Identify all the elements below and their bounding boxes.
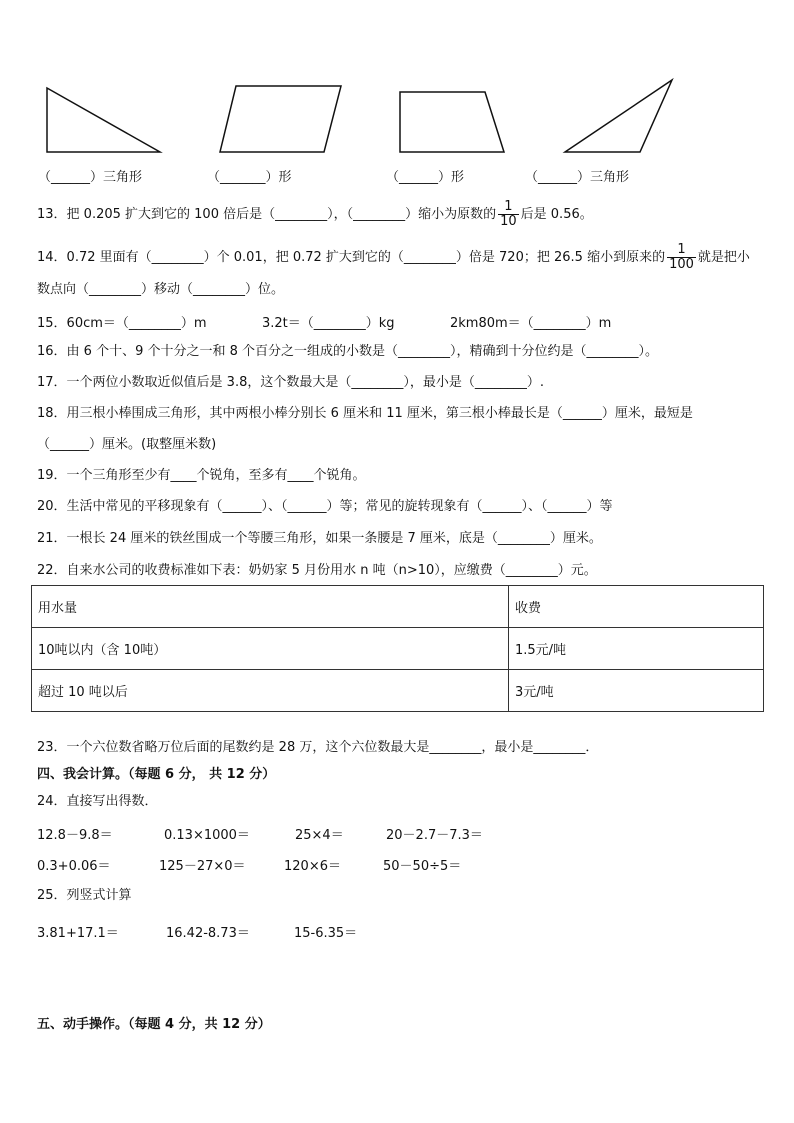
table-cell: 超过 10 吨以后 — [32, 670, 509, 712]
calc-item: 25×4＝ — [295, 828, 344, 843]
calc-item: 120×6＝ — [284, 859, 341, 874]
vertical-calc-item: 15-6.35＝ — [294, 926, 358, 941]
vertical-calc-item: 16.42-8.73＝ — [166, 926, 250, 941]
question-14-line2: 数点向（________）移动（________）位。 — [37, 282, 285, 297]
calc-item: 12.8－9.8＝ — [37, 828, 113, 843]
question-22: 22．自来水公司的收费标准如下表：奶奶家 5 月份用水 n 吨（n>10），应缴费（________）元。 — [37, 563, 597, 578]
right-triangle-shape — [47, 88, 160, 152]
shape-label-3: （______）形 — [386, 170, 465, 185]
question-14 — [37, 243, 750, 272]
table-cell: 1.5元/吨 — [509, 628, 764, 670]
question-17: 17．一个两位小数取近似值后是 3.8，这个数最大是（________），最小是（________）. — [37, 375, 544, 390]
shape-label-4: （______）三角形 — [525, 170, 630, 185]
fraction-one-hundredth: $\frac{1}{100}$ — [669, 242, 694, 272]
parallelogram-shape — [220, 86, 341, 152]
table-header-cell: 用水量 — [32, 586, 509, 628]
table-cell: 3元/吨 — [509, 670, 764, 712]
question-20: 20．生活中常见的平移现象有（______）、（______）等；常见的旋转现象有（______）、（______）等 — [37, 499, 613, 514]
geometry-shapes — [0, 70, 794, 160]
question-19: 19．一个三角形至少有____个锐角，至多有____个锐角。 — [37, 468, 366, 483]
q14-text-after: 就是把小 — [697, 250, 750, 265]
fraction-one-tenth: $\frac{1}{10}$ — [500, 199, 517, 229]
question-23: 23．一个六位数省略万位后面的尾数约是 28 万，这个六位数最大是________，最小是________． — [37, 740, 599, 755]
table-row — [32, 628, 764, 670]
table-header-cell: 收费 — [509, 586, 764, 628]
q14-text: 14．0.72 里面有（________）个 0.01，把 0.72 扩大到它的（________）倍是 720；把 26.5 缩小到原来的 — [37, 250, 666, 265]
shape-label-2: （_______）形 — [207, 170, 292, 185]
q13-text-after: 后是 0.56。 — [520, 207, 593, 222]
obtuse-triangle-shape — [565, 80, 672, 152]
q13-text: 13．把 0.205 扩大到它的 100 倍后是（________），（________）缩小为原数的 — [37, 207, 497, 222]
question-16: 16．由 6 个十、9 个十分之一和 8 个百分之一组成的小数是（________），精确到十分位约是（________）。 — [37, 344, 659, 359]
table-row — [32, 670, 764, 712]
vertical-calc-item: 3.81+17.1＝ — [37, 926, 119, 941]
question-18-line2: （______）厘米。(取整厘米数) — [37, 437, 217, 452]
question-21: 21．一根长 24 厘米的铁丝围成一个等腰三角形，如果一条腰是 7 厘米，底是（________）厘米。 — [37, 531, 602, 546]
shape-label-1: （______）三角形 — [38, 170, 143, 185]
table-cell: 10吨以内（含 10吨） — [32, 628, 509, 670]
question-25-title: 25．列竖式计算 — [37, 888, 132, 903]
section-5-heading: 五、动手操作。（每题 4 分，共 12 分） — [37, 1017, 271, 1032]
calc-item: 125－27×0＝ — [159, 859, 246, 874]
q15-part-c: 2km80m＝（________）m — [450, 316, 612, 331]
calc-item: 20－2.7－7.3＝ — [386, 828, 483, 843]
water-fee-table — [31, 585, 764, 712]
table-header-row — [32, 586, 764, 628]
section-4-heading: 四、我会计算。（每题 6 分， 共 12 分） — [37, 767, 276, 782]
q15-part-a: 15．60cm＝（________）m — [37, 316, 207, 331]
question-13 — [37, 200, 593, 229]
calc-item: 0.13×1000＝ — [164, 828, 250, 843]
calc-item: 50－50÷5＝ — [383, 859, 462, 874]
question-24-title: 24．直接写出得数． — [37, 794, 158, 809]
trapezoid-shape — [400, 92, 504, 152]
q15-part-b: 3.2t＝（________）kg — [262, 316, 395, 331]
question-18: 18．用三根小棒围成三角形，其中两根小棒分别长 6 厘米和 11 厘米，第三根小棒最长是（______）厘米，最短是 — [37, 406, 693, 421]
calc-item: 0.3+0.06＝ — [37, 859, 111, 874]
